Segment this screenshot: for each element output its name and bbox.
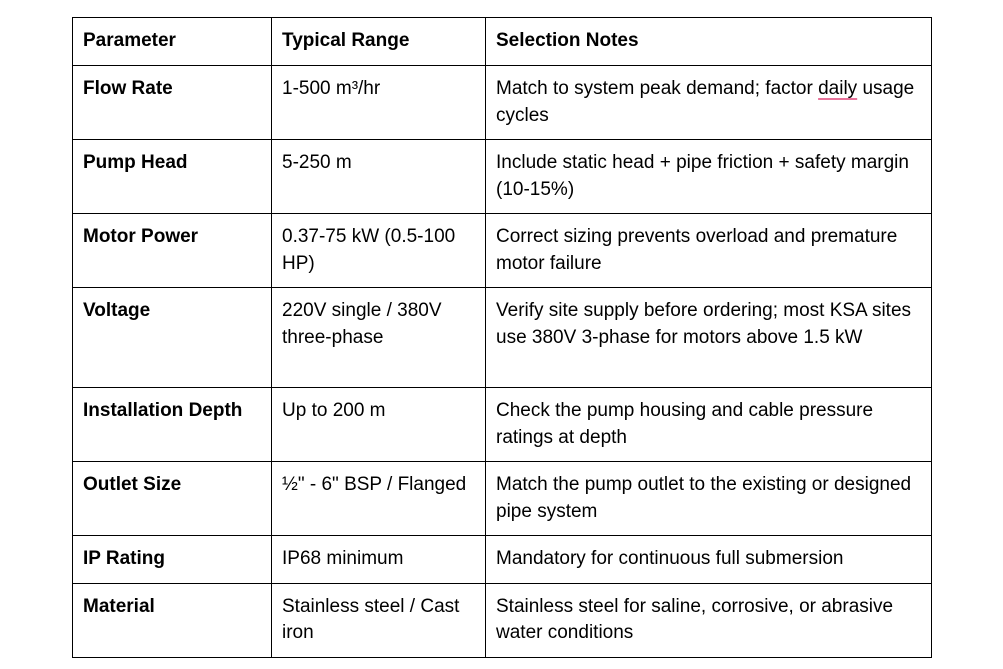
notes-text: Match to system peak demand; factor <box>496 78 819 99</box>
range-cell: 5-250 m <box>272 140 486 214</box>
parameter-cell: Motor Power <box>73 214 272 288</box>
parameter-cell: Installation Depth <box>73 388 272 462</box>
parameter-cell: Outlet Size <box>73 462 272 536</box>
parameter-cell: Pump Head <box>73 140 272 214</box>
table-row <box>73 288 932 388</box>
range-cell: 0.37-75 kW (0.5-100 HP) <box>272 214 486 288</box>
notes-cell <box>486 66 932 140</box>
range-cell: Up to 200 m <box>272 388 486 462</box>
column-header-parameter: Parameter <box>73 18 272 66</box>
range-cell: ½" - 6" BSP / Flanged <box>272 462 486 536</box>
notes-cell: Stainless steel for saline, corrosive, or abrasive water conditions <box>486 583 932 657</box>
spellcheck-flagged-word[interactable]: daily <box>818 78 858 99</box>
column-header-typical-range: Typical Range <box>272 18 486 66</box>
range-cell: IP68 minimum <box>272 536 486 584</box>
notes-cell: Verify site supply before ordering; most KSA sites use 380V 3-phase for motors above 1.5 kW <box>486 288 932 388</box>
pump-spec-table <box>72 17 932 658</box>
parameter-cell: Voltage <box>73 288 272 388</box>
parameter-cell: Material <box>73 583 272 657</box>
notes-text: usage cycles <box>496 78 915 126</box>
notes-cell: Mandatory for continuous full submersion <box>486 536 932 584</box>
column-header-selection-notes: Selection Notes <box>486 18 932 66</box>
range-cell: 220V single / 380V three-phase <box>272 288 486 388</box>
table-row <box>73 66 932 140</box>
table-row <box>73 536 932 584</box>
notes-cell: Include static head + pipe friction + safety margin (10-15%) <box>486 140 932 214</box>
parameter-cell: Flow Rate <box>73 66 272 140</box>
parameter-cell: IP Rating <box>73 536 272 584</box>
table-row <box>73 583 932 657</box>
notes-cell: Check the pump housing and cable pressure ratings at depth <box>486 388 932 462</box>
notes-cell: Correct sizing prevents overload and premature motor failure <box>486 214 932 288</box>
range-cell: Stainless steel / Cast iron <box>272 583 486 657</box>
range-cell: 1-500 m³/hr <box>272 66 486 140</box>
table-row <box>73 462 932 536</box>
table-header-row <box>73 18 932 66</box>
notes-cell: Match the pump outlet to the existing or designed pipe system <box>486 462 932 536</box>
table-row <box>73 388 932 462</box>
table-row <box>73 140 932 214</box>
table-row <box>73 214 932 288</box>
